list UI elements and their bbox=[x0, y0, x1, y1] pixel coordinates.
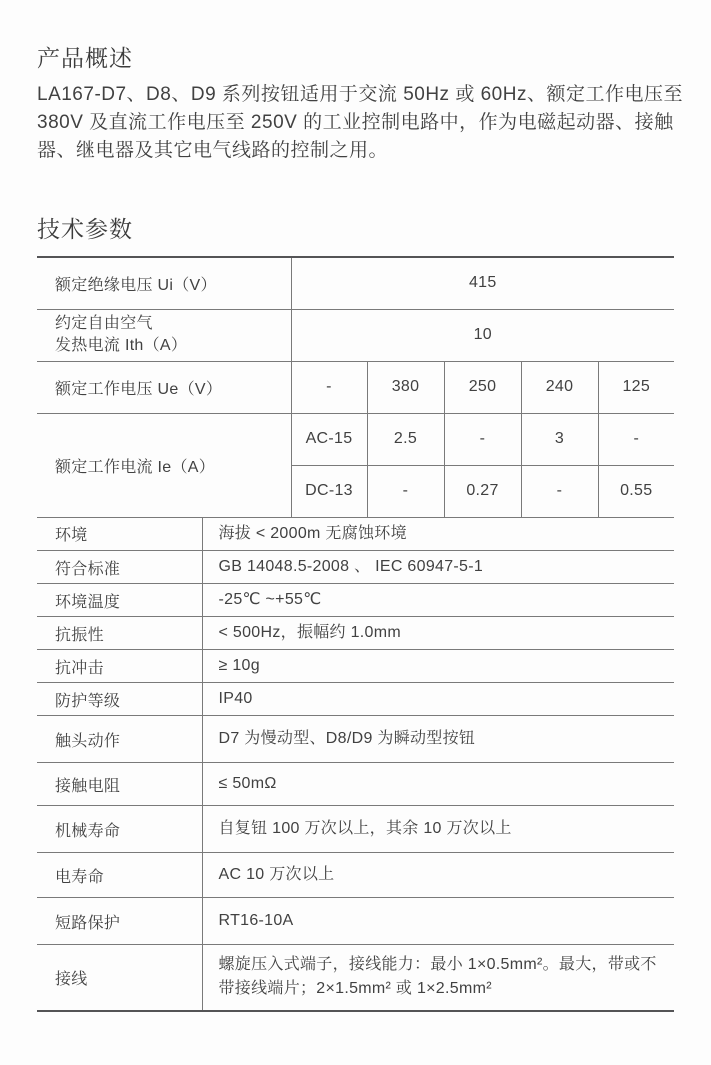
spec-value-cell: - bbox=[444, 413, 521, 465]
spec-value-cell: - bbox=[598, 413, 674, 465]
table-row-vibration-resistance bbox=[37, 617, 674, 650]
spec-label-cell: 防护等级 bbox=[37, 683, 202, 716]
spec-label-line1: 约定自由空气 bbox=[55, 315, 153, 332]
spec-value-cell: 3 bbox=[521, 413, 598, 465]
spec-value-cell: D7 为慢动型、D8/D9 为瞬动型按钮 bbox=[202, 716, 674, 763]
spec-subheader-cell: AC-15 bbox=[291, 413, 367, 465]
spec-value-cell: 自复钮 100 万次以上，其余 10 万次以上 bbox=[202, 806, 674, 853]
spec-value-cell: ≤ 50mΩ bbox=[202, 763, 674, 806]
properties-table bbox=[37, 518, 674, 1012]
spec-value-cell: 415 bbox=[291, 257, 674, 309]
spec-label-line2: 发热电流 Ith（A） bbox=[55, 337, 188, 354]
table-row-contact-resistance bbox=[37, 763, 674, 806]
spec-label-cell bbox=[37, 309, 291, 361]
spec-value-cell: 0.27 bbox=[444, 465, 521, 517]
specs-section-title: 技术参数 bbox=[37, 216, 133, 242]
spec-label-cell: 触头动作 bbox=[37, 716, 202, 763]
spec-value-cell: IP40 bbox=[202, 683, 674, 716]
spec-value-cell: AC 10 万次以上 bbox=[202, 853, 674, 898]
table-row-wiring bbox=[37, 945, 674, 1011]
ratings-table bbox=[37, 256, 674, 518]
spec-value-cell: 380 bbox=[367, 361, 444, 413]
spec-subheader-cell: DC-13 bbox=[291, 465, 367, 517]
spec-label-cell: 抗振性 bbox=[37, 617, 202, 650]
overview-section-title: 产品概述 bbox=[37, 45, 133, 71]
spec-label-cell: 额定工作电压 Ue（V） bbox=[37, 361, 291, 413]
spec-value-cell: 螺旋压入式端子，接线能力：最小 1×0.5mm²。最大，带或不带接线端片；2×1.5mm² 或 1×2.5mm² bbox=[202, 945, 674, 1011]
spec-value-cell: 125 bbox=[598, 361, 674, 413]
table-row-working-voltage bbox=[37, 361, 674, 413]
table-row-insulation-voltage bbox=[37, 257, 674, 309]
spec-label-cell: 额定工作电流 Ie（A） bbox=[37, 413, 291, 517]
spec-label-cell: 额定绝缘电压 Ui（V） bbox=[37, 257, 291, 309]
spec-value-cell: 2.5 bbox=[367, 413, 444, 465]
spec-value-cell: ≥ 10g bbox=[202, 650, 674, 683]
spec-label-cell: 机械寿命 bbox=[37, 806, 202, 853]
spec-value-cell: 0.55 bbox=[598, 465, 674, 517]
table-row-short-circuit-protection bbox=[37, 898, 674, 945]
spec-label-cell: 环境温度 bbox=[37, 584, 202, 617]
spec-value-cell: < 500Hz，振幅约 1.0mm bbox=[202, 617, 674, 650]
spec-label-cell: 短路保护 bbox=[37, 898, 202, 945]
spec-label-cell: 符合标准 bbox=[37, 551, 202, 584]
spec-label-cell: 电寿命 bbox=[37, 853, 202, 898]
spec-label-cell: 抗冲击 bbox=[37, 650, 202, 683]
spec-value-cell: - bbox=[521, 465, 598, 517]
spec-value-cell: - bbox=[291, 361, 367, 413]
table-row-contact-action bbox=[37, 716, 674, 763]
spec-value-cell: 10 bbox=[291, 309, 674, 361]
spec-value-cell: RT16-10A bbox=[202, 898, 674, 945]
table-row-standards bbox=[37, 551, 674, 584]
spec-label-cell: 接触电阻 bbox=[37, 763, 202, 806]
spec-value-cell: 240 bbox=[521, 361, 598, 413]
table-row-ambient-temperature bbox=[37, 584, 674, 617]
table-row-environment bbox=[37, 518, 674, 551]
spec-label-cell: 环境 bbox=[37, 518, 202, 551]
spec-value-cell: -25℃ ~+55℃ bbox=[202, 584, 674, 617]
spec-value-cell: 250 bbox=[444, 361, 521, 413]
overview-body-text: LA167-D7、D8、D9 系列按钮适用于交流 50Hz 或 60Hz、额定工作电压至 380V 及直流工作电压至 250V 的工业控制电路中，作为电磁起动器、接触器、继电器及其它电气线路的控制之用。 bbox=[37, 84, 683, 161]
spec-value-cell: - bbox=[367, 465, 444, 517]
table-row-shock-resistance bbox=[37, 650, 674, 683]
spec-label-cell: 接线 bbox=[37, 945, 202, 1011]
table-row-mechanical-life bbox=[37, 806, 674, 853]
table-row-thermal-current bbox=[37, 309, 674, 361]
spec-value-cell: 海拔 < 2000m 无腐蚀环境 bbox=[202, 518, 674, 551]
table-row-working-current-ac15 bbox=[37, 413, 674, 465]
table-row-protection-rating bbox=[37, 683, 674, 716]
table-row-electrical-life bbox=[37, 853, 674, 898]
spec-value-cell: GB 14048.5-2008 、 IEC 60947-5-1 bbox=[202, 551, 674, 584]
